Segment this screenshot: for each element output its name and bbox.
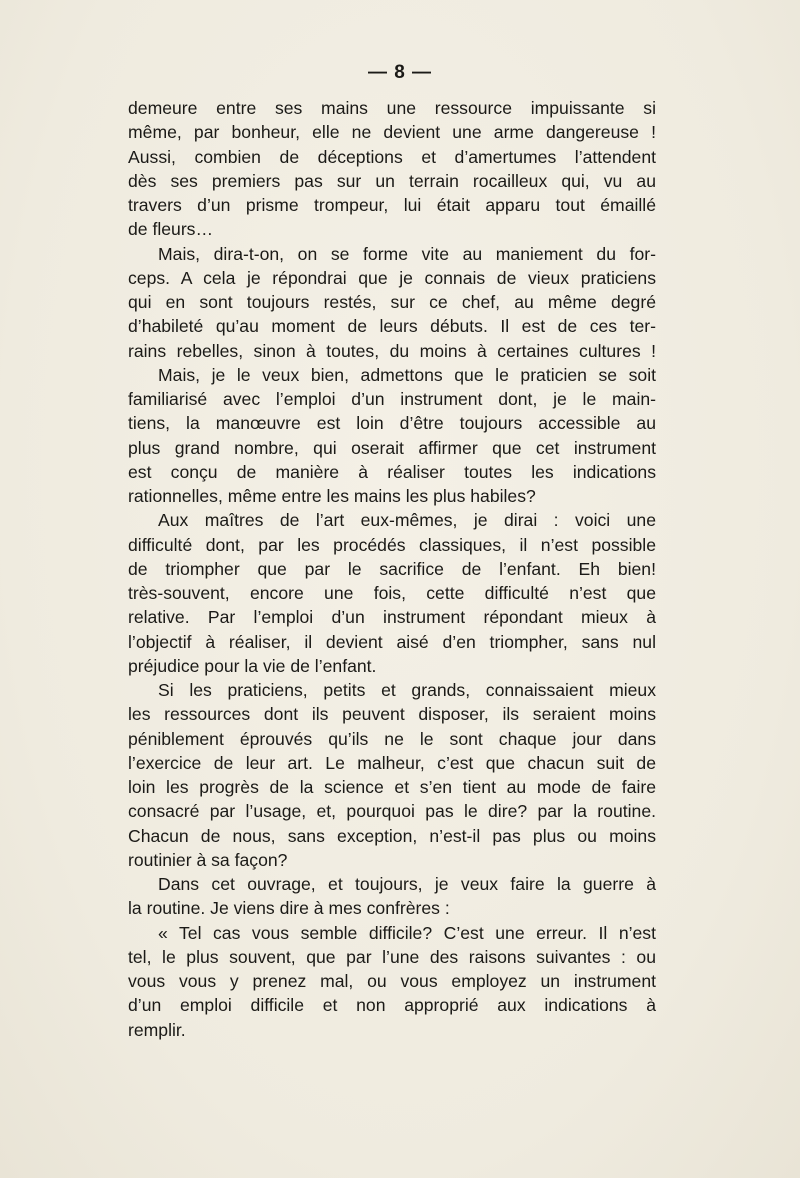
- text-line: Dans cet ouvrage, et toujours, je veux faire la guerre à: [158, 874, 656, 894]
- text-line: tel, le plus souvent, que par l’une des raisons suivantes : ou: [128, 946, 656, 967]
- text-line: dès ses premiers pas sur un terrain rocailleux qui, vu au: [128, 170, 656, 191]
- text-line: familiarisé avec l’emploi d’un instrument dont, je le main-: [128, 389, 656, 409]
- text-line: l’exercice de leur art. Le malheur, c’est que chacun suit de: [128, 752, 656, 773]
- text-line: de triompher que par le sacrifice de l’enfant. Eh bien!: [128, 558, 656, 579]
- text-line: l’objectif à réaliser, il devient aisé d’en triompher, sans nul: [128, 631, 656, 652]
- page-number: — 8 —: [367, 62, 433, 83]
- text-line: demeure entre ses mains une ressource impuissante si: [128, 98, 656, 118]
- text-line: même, par bonheur, elle ne devient une arme dangereuse !: [128, 122, 656, 143]
- text-line: Chacun de nous, sans exception, n’est-il pas plus ou moins: [128, 825, 656, 846]
- text-line: les ressources dont ils peuvent disposer, ils seraient moins: [128, 704, 656, 725]
- text-line: qui en sont toujours restés, sur ce chef, au même degré: [128, 292, 656, 312]
- text-line: travers d’un prisme trompeur, lui était apparu tout émaillé: [128, 195, 656, 215]
- text-line: routinier à sa façon?: [128, 849, 288, 870]
- text-line: préjudice pour la vie de l’enfant.: [128, 655, 377, 676]
- text-line: consacré par l’usage, et, pourquoi pas le dire? par la routine.: [128, 801, 656, 822]
- text-line: péniblement éprouvés qu’ils ne le sont chaque jour dans: [128, 728, 656, 749]
- text-line: Si les praticiens, petits et grands, connaissaient mieux: [158, 680, 656, 700]
- text-line: « Tel cas vous semble difficile? C’est une erreur. Il n’est: [158, 922, 656, 943]
- text-line: Aussi, combien de déceptions et d’amertumes l’attendent: [128, 146, 656, 167]
- text-line: est conçu de manière à réaliser toutes les indications: [128, 461, 656, 482]
- text-line: Mais, dira-t-on, on se forme vite au maniement du for-: [158, 243, 656, 264]
- text-line: relative. Par l’emploi d’un instrument répondant mieux à: [128, 607, 656, 628]
- text-line: tiens, la manœuvre est loin d’être toujours accessible au: [128, 413, 656, 434]
- text-line: d’un emploi difficile et non approprié aux indications à: [128, 995, 656, 1016]
- text-line: rationnelles, même entre les mains les plus habiles?: [128, 486, 536, 506]
- text-line: de fleurs…: [128, 219, 214, 240]
- text-line: très-souvent, encore une fois, cette difficulté n’est que: [128, 583, 656, 603]
- text-line: difficulté dont, par les procédés classiques, il n’est possible: [128, 534, 656, 555]
- text-line: remplir.: [128, 1019, 186, 1040]
- text-line: la routine. Je viens dire à mes confrères :: [128, 898, 450, 919]
- text-line: ceps. A cela je répondrai que je connais de vieux praticiens: [128, 267, 656, 288]
- text-line: Mais, je le veux bien, admettons que le praticien se soit: [158, 364, 656, 385]
- text-line: d’habileté qu’au moment de leurs débuts. Il est de ces ter-: [128, 316, 656, 337]
- body-text: [128, 96, 656, 1042]
- text-line: Aux maîtres de l’art eux-mêmes, je dirai : voici une: [158, 510, 656, 531]
- text-line: plus grand nombre, qui oserait affirmer que cet instrument: [128, 437, 656, 458]
- text-line: loin les progrès de la science et s’en tient au mode de faire: [128, 777, 656, 797]
- text-line: vous vous y prenez mal, ou vous employez un instrument: [128, 971, 656, 991]
- text-line: rains rebelles, sinon à toutes, du moins à certaines cultures !: [128, 340, 656, 361]
